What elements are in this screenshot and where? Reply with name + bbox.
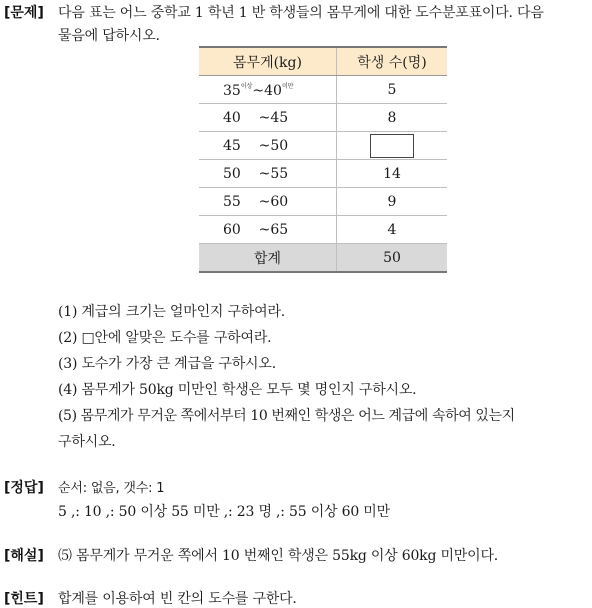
class-interval: 40 ~45 <box>199 104 337 132</box>
header-weight: 몸무게(kg) <box>199 47 337 76</box>
header-student-count: 학생 수(명) <box>337 47 448 76</box>
problem-tag: [문제] <box>4 5 44 21</box>
table-row <box>199 104 447 132</box>
class-interval: 60 ~65 <box>199 216 337 244</box>
frequency-cell: 5 <box>337 76 448 104</box>
frequency-cell: 4 <box>337 216 448 244</box>
problem-intro-line-2: 물음에 답하시오. <box>58 28 160 44</box>
frequency-cell: 14 <box>337 160 448 188</box>
question-2: (2) □안에 알맞은 도수를 구하여라. <box>58 330 272 346</box>
table-total-row <box>199 244 447 273</box>
total-label: 합계 <box>199 244 337 273</box>
blank-frequency-cell <box>337 132 448 160</box>
question-5: (5) 몸무게가 무거운 쪽에서부터 10 번째인 학생은 어느 계급에 속하여 있는지 <box>58 408 515 424</box>
hint-tag: [힌트] <box>4 591 44 607</box>
frequency-table <box>199 46 447 273</box>
problem-intro-line-1: 다음 표는 어느 중학교 1 학년 1 반 학생들의 몸무게에 대한 도수분포표이다. 다음 <box>58 5 544 21</box>
table-row <box>199 132 447 160</box>
class-interval: $35^{이상}\sim 40^{미만}$ <box>199 76 337 104</box>
table-row <box>199 188 447 216</box>
question-1: (1) 계급의 크기는 얼마인지 구하여라. <box>58 304 286 320</box>
table-row <box>199 76 447 104</box>
explanation-tag: [해설] <box>4 548 44 564</box>
frequency-cell: 9 <box>337 188 448 216</box>
answer-tag: [정답] <box>4 480 44 496</box>
table-header-row <box>199 47 447 76</box>
table-row <box>199 216 447 244</box>
table-row <box>199 160 447 188</box>
total-value: 50 <box>337 244 448 273</box>
class-interval: 55 ~60 <box>199 188 337 216</box>
class-interval: 50 ~55 <box>199 160 337 188</box>
question-5-continued: 구하시오. <box>58 434 116 450</box>
class-interval: 45 ~50 <box>199 132 337 160</box>
question-3: (3) 도수가 가장 큰 계급을 구하시오. <box>58 356 276 372</box>
blank-answer-box <box>370 134 414 158</box>
question-4: (4) 몸무게가 50kg 미만인 학생은 모두 몇 명인지 구하시오. <box>58 382 417 398</box>
frequency-cell: 8 <box>337 104 448 132</box>
explanation-text: ⑸ 몸무게가 무거운 쪽에서 10 번째인 학생은 55kg 이상 60kg 미만이다. <box>58 548 499 564</box>
answer-values: 5 ,: 10 ,: 50 이상 55 미만 ,: 23 명 ,: 55 이상 60 미만 <box>58 504 390 520</box>
answer-meta: 순서: 없음, 갯수: 1 <box>58 481 165 496</box>
hint-text: 합계를 이용하여 빈 칸의 도수를 구한다. <box>58 591 297 607</box>
